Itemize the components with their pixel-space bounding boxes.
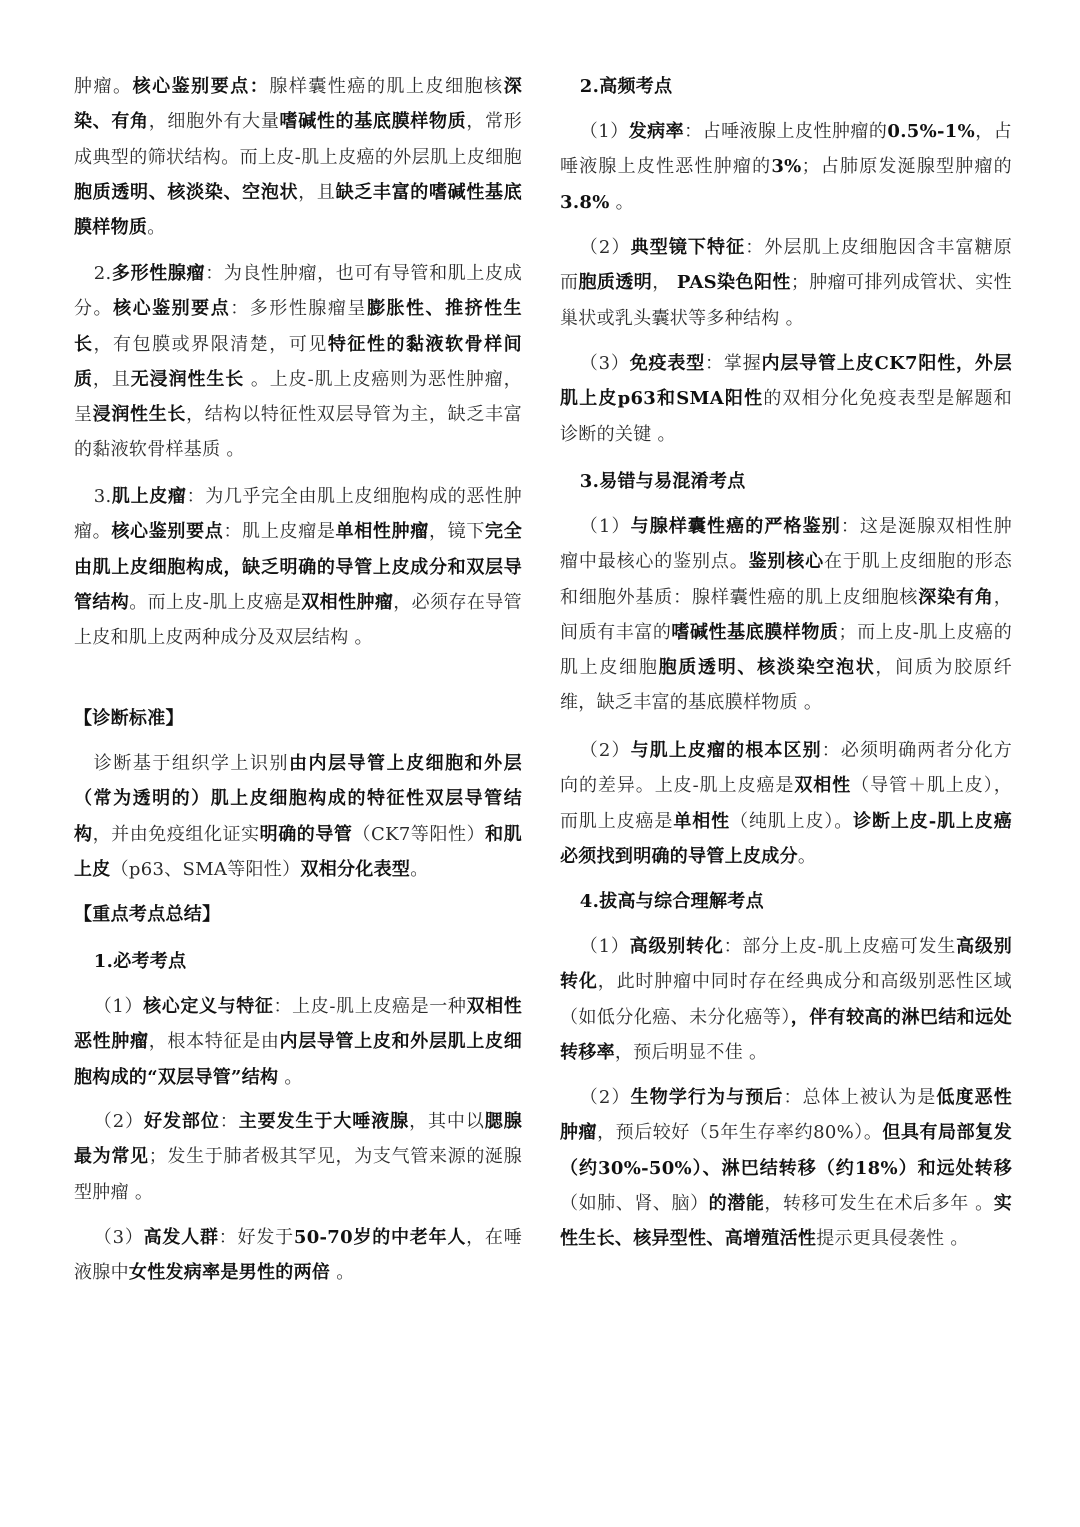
text-segment: （2） [579, 237, 631, 258]
bold-segment: 单相性肿瘤 [335, 521, 429, 543]
bold-segment: 实性生长、核异型性、高增殖活性 [560, 1192, 1012, 1250]
bold-segment: 的潜能 [708, 1192, 765, 1214]
text-segment: ：为几乎完全由肌上皮细胞构成的恶性肿瘤。 [74, 486, 522, 543]
text-segment: ， [652, 272, 677, 294]
subsection-heading: 1.必考考点 [93, 951, 187, 972]
text-segment: 。 [278, 1066, 303, 1088]
bold-segment: 双相分化表型 [300, 858, 411, 880]
subsection-heading: 3.易错与易混淆考点 [579, 471, 746, 492]
text-segment: ：为良性肿瘤，也可有导管和肌上皮成分。 [74, 263, 522, 320]
heading-high-frequency [560, 69, 1012, 104]
paragraph-immunophenotype [560, 346, 1012, 452]
paragraph-myoepithelioma-difference [560, 733, 1012, 874]
bold-segment: 和肌上皮 [74, 823, 523, 880]
text-segment: （1） [93, 996, 144, 1017]
text-segment: ，并由免疫组化证实 [92, 823, 260, 845]
text-segment: 肿瘤。 [74, 76, 133, 97]
text-segment: ：必须明确两者分化方向的差异。上皮-肌上皮癌是 [560, 740, 1013, 797]
bold-segment: 核心定义与特征 [143, 996, 274, 1017]
text-segment: （3） [93, 1227, 144, 1248]
section-heading: 【诊断标准】 [74, 708, 184, 729]
text-segment: 。 [147, 217, 166, 239]
bold-segment: 完全由肌上皮细胞构成，缺乏明确的导管上皮成分和双层导管结构 [74, 521, 522, 613]
bold-segment: 低度恶性肿瘤 [560, 1087, 1013, 1144]
bold-segment: 高级别转化 [560, 936, 1013, 993]
text-segment: ；而上皮-肌上皮癌的肌上皮细胞 [560, 621, 1012, 679]
text-segment: 提示更具侵袭性 。 [816, 1228, 969, 1250]
text-segment: ，间质为胶原纤维，缺乏丰富的基底膜样物质 。 [560, 657, 1012, 714]
bold-segment: 高发人群 [143, 1227, 219, 1248]
text-segment: ：外层肌上皮细胞因含丰富糖原而 [560, 237, 1012, 294]
text-segment: ，必须存在导管上皮和肌上皮两种成分及双层结构 。 [74, 591, 522, 649]
text-segment: ，且 [298, 181, 336, 203]
text-segment: ，根本特征是由 [148, 1031, 280, 1053]
text-segment: ：上皮-肌上皮癌是一种 [273, 996, 467, 1017]
paragraph-myoepithelioma [74, 479, 522, 655]
text-segment: ，镜下 [428, 521, 486, 543]
text-segment: （3） [579, 353, 630, 374]
bold-segment: 深染、有角 [74, 76, 522, 133]
text-segment: ；占肺原发涎腺型肿瘤的 [801, 156, 1012, 178]
text-segment: （导管＋肌上皮），而肌上皮癌是 [560, 775, 1012, 832]
bold-segment: 无浸润性生长 [130, 368, 245, 390]
subsection-heading: 2.高频考点 [579, 76, 673, 97]
bold-segment: 典型镜下特征 [630, 237, 746, 258]
paragraph-diagnostic-criteria [74, 746, 522, 887]
text-segment: ：这是涎腺双相性肿瘤中最核心的鉴别点。 [560, 516, 1012, 573]
bold-segment: 免疫表型 [629, 353, 706, 374]
text-segment: ，转移可发生在术后多年 。 [764, 1192, 994, 1214]
bold-segment: 双相性恶性肿瘤 [74, 996, 522, 1053]
text-segment: 在于肌上皮细胞的形态和细胞外基质：腺样囊性癌的肌上皮细胞核 [560, 551, 1013, 608]
bold-segment: 好发部位 [144, 1111, 220, 1132]
paragraph-behavior-prognosis [560, 1080, 1012, 1256]
bold-segment: 50-70岁的中老年人 [293, 1227, 467, 1248]
text-segment: （1） [579, 121, 629, 142]
text-segment: ：占唾液腺上皮性肿瘤的 [684, 121, 888, 142]
text-segment: 。 [330, 1262, 355, 1284]
text-segment: ：好发于 [218, 1227, 294, 1248]
paragraph-adcc-differential [560, 509, 1012, 721]
bold-segment: 深染有角 [918, 586, 994, 608]
bold-segment: 胞质透明、核淡染、空泡状 [74, 181, 299, 203]
text-segment: ：多形性腺瘤呈 [230, 298, 367, 320]
text-segment: ；肿瘤可排列成管状、实性巢状或乳头囊状等多种结构 。 [560, 272, 1012, 329]
text-segment: ，其中以 [409, 1111, 485, 1132]
section-heading: 【重点考点总结】 [74, 904, 221, 925]
text-segment: （1） [579, 516, 631, 537]
bold-segment: 嗜碱性的基底膜样物质 [279, 111, 467, 133]
bold-segment: 与肌上皮瘤的根本区别 [630, 740, 822, 761]
bold-segment: 主要发生于大唾液腺 [238, 1111, 410, 1132]
bold-segment: 多形性腺瘤 [111, 263, 206, 284]
paragraph-adcc-continuation [74, 69, 522, 245]
text-segment: （2） [93, 1111, 145, 1132]
text-segment: 诊断基于组织学上识别 [93, 753, 289, 774]
text-segment: 2. [93, 263, 112, 284]
paragraph-pleomorphic-adenoma [74, 256, 522, 468]
bold-segment: 胞质透明 [578, 272, 653, 294]
text-segment: 3. [93, 486, 112, 507]
text-segment: ，常形成典型的筛状结构。而上皮-肌上皮癌的外层肌上皮细胞 [74, 111, 523, 168]
text-segment: （p63、SMA等阳性） [110, 858, 301, 880]
bold-segment: 发病率 [628, 121, 685, 142]
paragraph-core-definition [74, 989, 522, 1095]
bold-segment: 诊断上皮-肌上皮癌必须找到明确的导管上皮成分 [560, 810, 1012, 867]
bold-segment: 0.5%-1% [887, 121, 976, 142]
heading-diagnostic-criteria [74, 701, 522, 736]
bold-segment: 浸润性生长 [92, 404, 187, 426]
bold-segment: 鉴别核心 [748, 551, 825, 573]
bold-segment: 膨胀性、推挤性生长 [74, 298, 522, 355]
text-segment: （2） [579, 740, 631, 761]
text-segment: ，间质有丰富的 [560, 586, 1013, 643]
text-segment: 。 [410, 858, 429, 880]
bold-segment: 嗜碱性基底膜样物质 [671, 621, 839, 643]
bold-segment: 双相性 [794, 775, 852, 797]
text-segment: （1） [579, 936, 630, 957]
paragraph-predilection-site [74, 1104, 522, 1210]
text-segment: 。 [609, 191, 634, 213]
bold-segment: 缺乏丰富的嗜碱性基底膜样物质 [74, 181, 522, 239]
text-segment: ，此时肿瘤中同时存在经典成分和高级别恶性区域（如低分化癌、未分化癌等） [560, 971, 1012, 1028]
heading-key-points-summary [74, 897, 522, 932]
bold-segment: 但具有局部复发（约30%-50%）、淋巴结转移（约18%）和远处转移 [560, 1122, 1012, 1179]
bold-segment: 双相性肿瘤 [301, 591, 394, 613]
bold-segment: 腮腺最为常见 [74, 1111, 523, 1168]
subsection-heading: 4.拔高与综合理解考点 [579, 891, 764, 912]
text-segment: （如肺、肾、脑） [560, 1192, 709, 1214]
bold-segment: 3% [771, 156, 802, 178]
heading-advanced [560, 884, 1012, 919]
paragraph-high-risk-population [74, 1220, 522, 1291]
bold-segment: 胞质透明、核淡染空泡状 [658, 657, 876, 679]
text-segment: ，预后明显不佳 。 [614, 1041, 768, 1063]
bold-segment: 女性发病率是男性的两倍 [128, 1262, 331, 1284]
bold-segment: 核心鉴别要点 [111, 521, 224, 543]
text-segment: ；发生于肺者极其罕见，为支气管来源的涎腺型肿瘤 。 [74, 1146, 522, 1203]
bold-segment: 高级别转化 [629, 936, 724, 957]
text-segment: ，在唾液腺中 [74, 1227, 523, 1284]
bold-segment: 内层导管上皮和外层肌上皮细胞构成的“双层导管”结构 [74, 1031, 522, 1088]
text-segment: ：总体上被认为是 [783, 1087, 937, 1108]
bold-segment: 生物学行为与预后 [630, 1087, 784, 1108]
bold-segment: 核心鉴别要点 [113, 298, 231, 320]
paragraph-microscopic-features [560, 230, 1012, 336]
text-segment: （2） [579, 1087, 631, 1108]
bold-segment: 特征性的黏液软骨样间质 [74, 333, 522, 390]
text-segment: （纯肌上皮）。 [729, 810, 854, 832]
paragraph-incidence [560, 114, 1012, 220]
bold-segment: 3.8% [560, 191, 610, 213]
bold-segment: 单相性 [673, 810, 730, 832]
bold-segment: 核心鉴别要点： [132, 76, 270, 97]
text-segment: 腺样囊性癌的肌上皮细胞核 [269, 76, 504, 97]
text-segment: ，结构以特征性双层导管为主，缺乏丰富的黏液软骨样基质 。 [74, 404, 522, 461]
bold-segment: 与腺样囊性癌的严格鉴别 [630, 516, 841, 537]
text-segment: 。而上皮-肌上皮癌是 [129, 591, 302, 613]
bold-segment: 肌上皮瘤 [111, 486, 187, 507]
bold-segment: 由内层导管上皮细胞和外层（常为透明的）肌上皮细胞构成的特征性双层导管结构 [74, 753, 522, 845]
text-segment: ，且 [92, 368, 131, 390]
text-segment: 。 [797, 845, 817, 867]
bold-segment: 内层导管上皮CK7阳性，外层肌上皮p63和SMA阳性 [560, 353, 1013, 410]
text-segment: ： [219, 1111, 239, 1132]
bold-segment: PAS染色阳性 [676, 272, 791, 294]
heading-common-errors [560, 464, 1012, 499]
heading-must-know [74, 944, 522, 979]
bold-segment: ，伴有较高的淋巴结和远处转移率 [560, 1006, 1012, 1063]
bold-segment: 明确的导管 [259, 823, 353, 845]
text-segment: ，细胞外有大量 [148, 111, 280, 133]
text-segment: ，占唾液腺上皮性恶性肿瘤的 [560, 121, 1012, 178]
paragraph-high-grade-transformation [560, 929, 1012, 1070]
text-segment: ，预后较好（5年生存率约80%）。 [597, 1122, 883, 1144]
text-segment: ，有包膜或界限清楚，可见 [93, 333, 328, 355]
text-segment: 。上皮-肌上皮癌则为恶性肿瘤，呈 [74, 368, 522, 426]
text-segment: ：部分上皮-肌上皮癌可发生 [723, 936, 957, 957]
text-segment: （CK7等阳性） [352, 823, 486, 845]
text-segment: ：肌上皮瘤是 [223, 521, 336, 543]
text-segment: ：掌握 [705, 353, 762, 374]
text-segment: 的双相分化免疫表型是解题和诊断的关键 。 [560, 388, 1012, 445]
